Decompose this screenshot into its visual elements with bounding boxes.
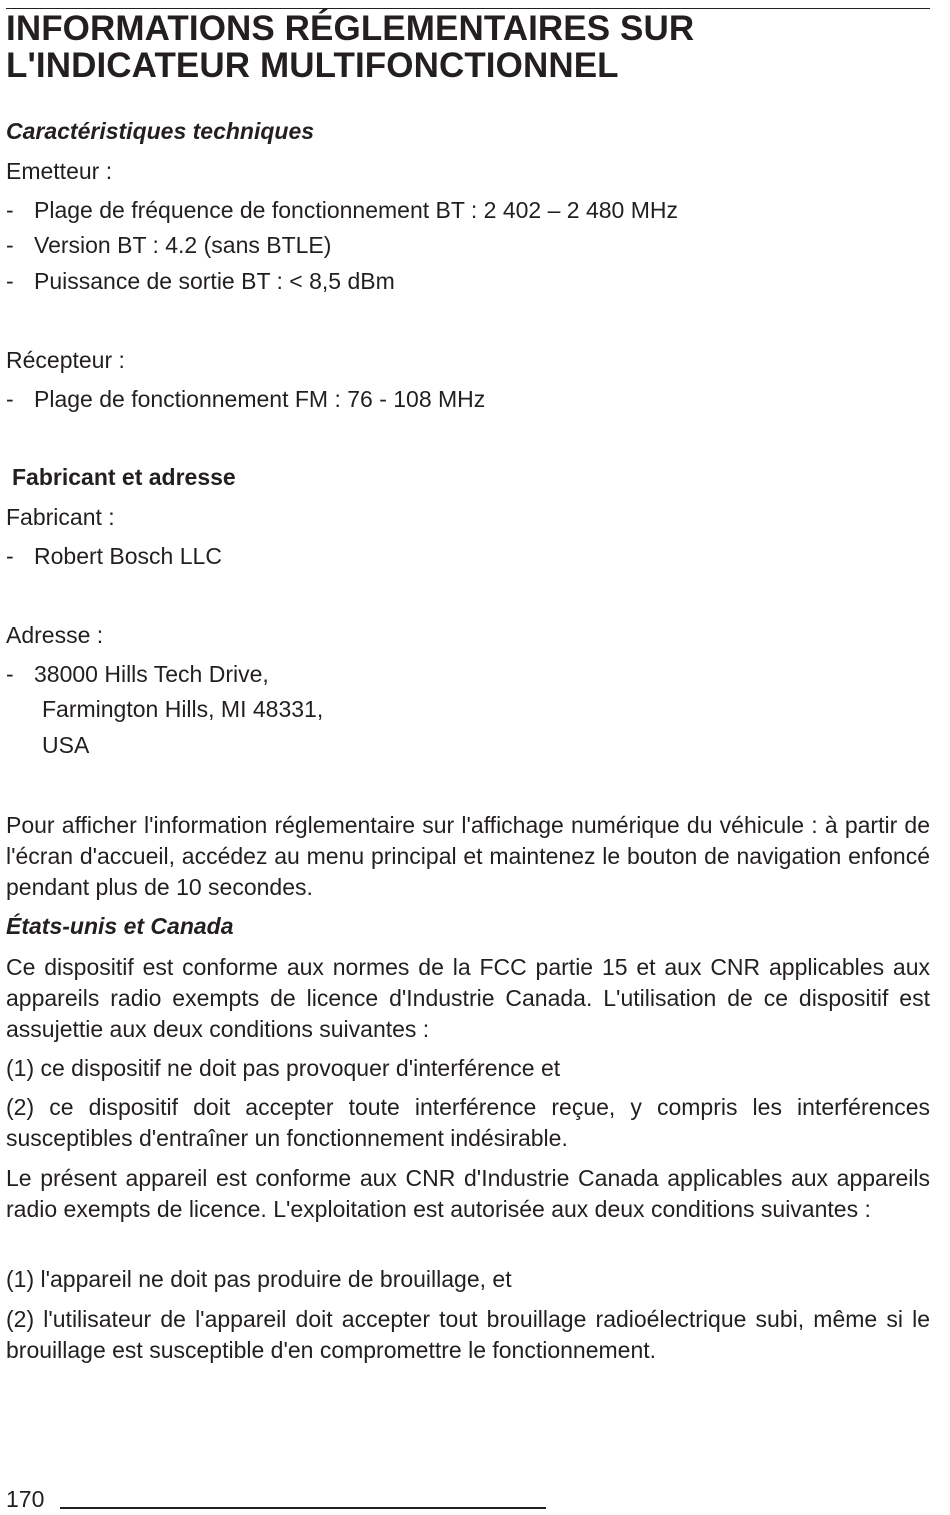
address-line-1: 38000 Hills Tech Drive, — [34, 661, 269, 687]
list-item: - Puissance de sortie BT : < 8,5 dBm — [6, 268, 395, 294]
list-item: - 38000 Hills Tech Drive, — [6, 661, 269, 687]
emitter-power: Puissance de sortie BT : < 8,5 dBm — [34, 268, 395, 294]
fcc-condition-1: (1) ce dispositif ne doit pas provoquer d'interférence et — [6, 1055, 561, 1081]
receiver-label: Récepteur : — [6, 347, 125, 373]
address-label: Adresse : — [6, 622, 104, 648]
emitter-label: Emetteur : — [6, 158, 113, 184]
page-title — [6, 10, 694, 84]
specs-heading: Caractéristiques techniques — [6, 118, 315, 144]
page-title-line1: INFORMATIONS RÉGLEMENTAIRES SUR — [6, 9, 695, 48]
ic-condition-2: (2) l'utilisateur de l'appareil doit accepter tout brouillage radioélectrique subi, même si le brouillage est susceptible d'en compromettre le fonctionnement. — [6, 1306, 930, 1363]
manufacturer-heading: Fabricant et adresse — [12, 464, 236, 490]
fcc-condition-2: (2) ce dispositif doit accepter toute interférence reçue, y compris les interférences susceptibles d'entraîner un fonctionnement indésirable. — [6, 1094, 930, 1151]
maker-name: Robert Bosch LLC — [34, 543, 222, 569]
receiver-range: Plage de fonctionnement FM : 76 - 108 MHz — [34, 386, 486, 412]
display-info-paragraph: Pour afficher l'information réglementaire sur l'affichage numérique du véhicule : à partir de l'écran d'accueil, accédez au menu principal et maintenez le bouton de navigation enfoncé pendant plus de 10 secondes. — [6, 812, 930, 900]
emitter-frequency: Plage de fréquence de fonctionnement BT : 2 402 – 2 480 MHz — [34, 197, 678, 223]
address-line-2: Farmington Hills, MI 48331, — [42, 696, 324, 722]
emitter-version: Version BT : 4.2 (sans BTLE) — [34, 232, 332, 258]
list-item: - Plage de fréquence de fonctionnement BT : 2 402 – 2 480 MHz — [6, 197, 678, 223]
page-title-line2: L'INDICATEUR MULTIFONCTIONNEL — [6, 46, 619, 85]
footer-rule — [60, 1507, 546, 1509]
list-item: - Robert Bosch LLC — [6, 543, 222, 569]
maker-label: Fabricant : — [6, 504, 115, 530]
fcc-paragraph: Ce dispositif est conforme aux normes de la FCC partie 15 et aux CNR applicables aux appareils radio exempts de licence d'Industrie Canada. L'utilisation de ce dispositif est assujettie aux deux conditions suivantes : — [6, 954, 930, 1042]
ic-condition-1: (1) l'appareil ne doit pas produire de brouillage, et — [6, 1266, 512, 1292]
page-number: 170 — [6, 1486, 45, 1512]
us-canada-heading: États-unis et Canada — [6, 913, 234, 939]
list-item: - Plage de fonctionnement FM : 76 - 108 MHz — [6, 386, 486, 412]
address-line-3: USA — [42, 732, 90, 758]
ic-paragraph: Le présent appareil est conforme aux CNR d'Industrie Canada applicables aux appareils radio exempts de licence. L'exploitation est autorisée aux deux conditions suivantes : — [6, 1165, 930, 1222]
list-item: - Version BT : 4.2 (sans BTLE) — [6, 232, 332, 258]
